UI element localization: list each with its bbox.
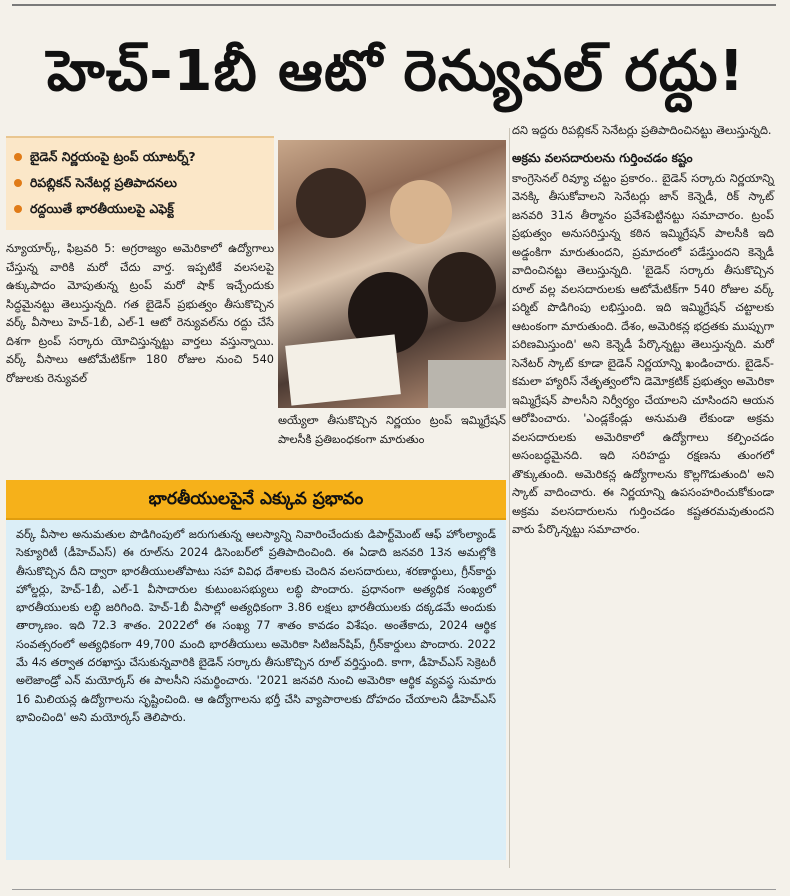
right-body-text: కాంగ్రెసెనల్ రివ్యూ చట్టం ప్రకారం.. బైడెన్ సర్కారు నిర్ణయాన్ని వెనక్కి తీసుకోవాలని సెనేటర్లు జాన్ కెన్నెడీ, రిక్ స్కాట్ జనవరి 31న తీర్మానం ప్రవేశపెట్టినట్టు సమాచారం. ట్రంప్ ప్రభుత్వం అనుసరిస్తున్న కఠిన ఇమ్మిగ్రేషన్ పాలసీకి ఇది అడ్డంకిగా మారుతుందని, ప్రమాదంలో పడేస్తుందని కెన్నెడీ వాదించినట్టు తెలుస్తున్నది. 'బైడెన్ సర్కారు తీసుకొచ్చిన రూల్ వల్ల వలసదారులకు ఆటోమేటిక్‌గా 540 రోజుల వర్క్ పర్మిట్ పొడిగింపు లభిస్తుంది. ఇది ఇమ్మిగ్రేషన్ చట్టాలకు ఆటంకంగా మారుతుంది. దేశం, అమెరికన్ల భద్రతకు ముప్పుగా పరిణమిస్తుంది' అని కెన్నెడీ పేర్కొన్నట్టు తెలుస్తున్నది. మరో సెనేటర్ స్కాట్ కూడా బైడెన్ నిర్ణయాన్ని ఖండించారు. బైడెన్-కమలా హ్యారిస్ నేతృత్వంలోని డెమోక్రటిక్ ప్రభుత్వం అమెరికా ఇమ్మిగ్రేషన్ పాలసీని నిర్వీర్యం చేయాలని చూసిందని ఆయన ఆరోపించారు. 'ఎండ్లకేండ్లు అనుమతి లేకుండా అక్రమ వలసదారులకు అమెరికాలో ఉద్యోగాలు కల్పించడం అసంబద్ధమైనది. ఇది సరిహద్దు రక్షణను తుంగలో తొక్కుతుంది. అమెరికన్ల ఉద్యోగాలను కొల్లగొడుతుంది' అని స్కాట్ వాదించారు. ఈ నిర్ణయాన్ని ఉపసంహరించుకోకుండా అక్రమ వలసదారులను గుర్తించడం కష్టతరమవుతుందని వారు పేర్కొన్నట్టు సమాచారం.: [512, 171, 774, 536]
left-column: [6, 136, 274, 388]
top-rule: [12, 4, 776, 6]
photo-figure: [428, 252, 496, 322]
bullet-item: [14, 146, 268, 168]
bullet-dot-icon: [14, 153, 22, 161]
bullet-dot-icon: [14, 205, 22, 213]
bottom-rule: [12, 889, 776, 890]
bullet-item: [14, 172, 268, 194]
students-photo: [278, 140, 506, 408]
photo-paper: [285, 334, 401, 405]
bullet-text: రద్దయితే భారతీయులపై ఎఫెక్ట్: [30, 201, 174, 216]
right-subheading: అక్రమ వలసదారులను గుర్తించడం కష్టం: [512, 150, 693, 165]
column-divider: [509, 128, 510, 868]
photo-caption-text: అయ్యేలా తీసుకొచ్చిన నిర్ణయం ట్రంప్ ఇమ్మిగ్రేషన్ పాలసీకి ప్రతిబంధకంగా మారుతుం: [278, 414, 506, 446]
bullet-box: [6, 136, 274, 230]
right-intro-text: దని ఇద్దరు రిపబ్లికన్ సెనేటర్లు ప్రతిపాదించినట్టు తెలుస్తున్నది.: [512, 124, 772, 137]
info-box: [6, 520, 506, 860]
photo-laptop: [428, 360, 506, 408]
bullet-dot-icon: [14, 179, 22, 187]
photo-figure: [296, 168, 366, 238]
bullet-text: బైడెన్ నిర్ణయంపై ట్రంప్ యూటర్న్?: [30, 149, 196, 164]
headline: హెచ్-1బీ ఆటో రెన్యువల్ రద్దు!: [46, 39, 746, 104]
box-body-text: వర్క్ వీసాల అనుమతుల పొడిగింపులో జరుగుతున్న ఆలస్యాన్ని నివారించేందుకు డిపార్ట్‌మెంట్ ఆఫ్ హోంల్యాండ్ సెక్యూరిటీ (డీహెచ్ఎస్) ఈ రూల్‌ను 2024 డిసెంబర్‌లో ప్రతిపాదించింది. ఈ ఏడాది జనవరి 13న అమల్లోకి తీసుకొచ్చిన దీని ద్వారా భారతీయులతోపాటు సహా వివిధ దేశాలకు చెందిన వలసదారులు, శరణార్థులు, గ్రీన్‌కార్డు హోల్డర్లు, హెచ్-1బీ, ఎల్-1 వీసాదారుల కుటుంబసభ్యులు లబ్ధి పొందారు. ప్రధానంగా అత్యధిక సంఖ్యలో భారతీయులకు లబ్ధి జరిగింది. హెచ్-1బీ వీసాల్లో అత్యధికంగా 3.86 లక్షలు భారతీయులకు దక్కడమే అందుకు తార్కాణం. ఇది 72.3 శాతం. 2022లో ఈ సంఖ్య 77 శాతం కావడం విశేషం. అంతేకాదు, 2024 ఆర్థిక సంవత్సరంలో అత్యధికంగా 49,700 మంది భారతీయులు అమెరికా సిటిజన్‌షిప్, గ్రీన్‌కార్డులు పొందారు. 2022 మే 4న తర్వాత దరఖాస్తు చేసుకున్నవారికి బైడెన్ సర్కారు తీసుకొచ్చిన రూల్ వర్తిస్తుంది. కాగా, డీహెచ్ఎస్ సెక్రెటరీ అలెజాండ్రో ఎన్ మయోర్కస్ ఈ పాలసీని సమర్థించారు. '2021 జనవరి నుంచి అమెరికా ఆర్థిక వ్యవస్థ సుమారు 16 మిలియన్ల ఉద్యోగాలను సృష్టించింది. ఆ ఉద్యోగాలను భర్తీ చేసి వ్యాపారాలకు దోహదం చేయాలని డీహెచ్ఎస్ భావించింది' అని మయోర్కస్ తెలిపారు.: [16, 528, 496, 724]
photo-figure: [390, 180, 452, 244]
box-title: భారతీయులపైనే ఎక్కువ ప్రభావం: [6, 480, 506, 520]
bullet-text: రిపబ్లికన్ సెనేటర్ల ప్రతిపాదనలు: [30, 175, 177, 190]
right-column: [512, 122, 774, 540]
left-body-text: న్యూయార్క్, ఫిబ్రవరి 5: అగ్రరాజ్యం అమెరికాలో ఉద్యోగాలు చేస్తున్న వారికి మరో చేదు వార్త. ఇప్పటికే వలసలపై ఉక్కుపాదం మోపుతున్న ట్రంప్ మరో షాక్ ఇచ్చేందుకు సిద్ధమైనట్టు తెలుస్తున్నది. గత బైడెన్ ప్రభుత్వం తీసుకొచ్చిన వర్క్ వీసాలు హెచ్-1బీ, ఎల్-1 ఆటో రెన్యువల్‌ను రద్దు చేసే దిశగా ట్రంప్ సర్కారు యోచిస్తున్నట్టు వార్తలు వస్తున్నాయి. వర్క్ వీసాలు ఆటోమేటిక్‌గా 180 రోజుల నుంచి 540 రోజులకు రెన్యువల్: [6, 242, 274, 385]
bullet-item: [14, 198, 268, 220]
